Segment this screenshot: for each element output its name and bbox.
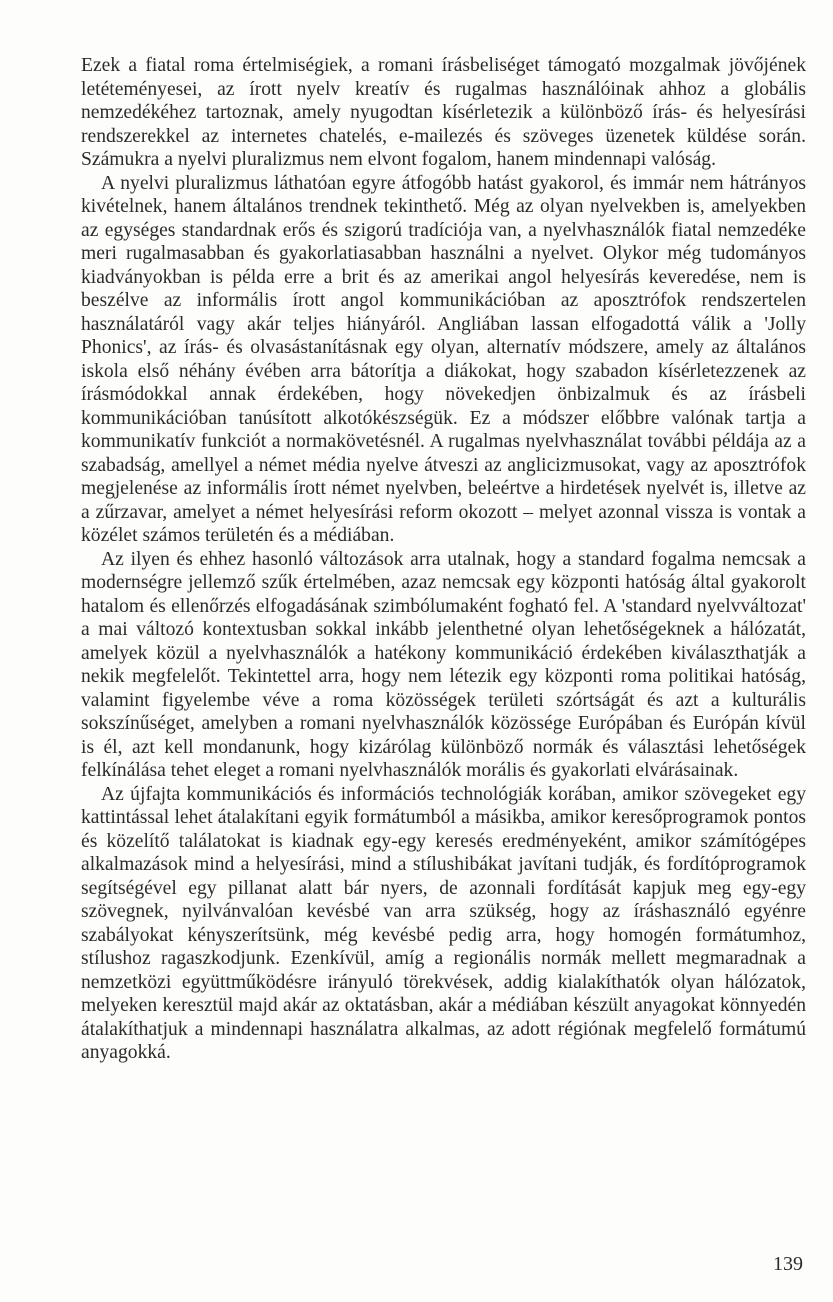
body-text	[81, 54, 806, 1065]
paragraph-4: Az újfajta kommunikációs és információs technológiák korában, amikor szövegeket egy kattintással lehet átalakítani egyik formátumból a másikba, amikor keresőprogramok pontos és közelítő találatokat is kiadnak egy-egy keresés eredményeként, amikor számítógépes alkalmazások mind a helyesírási, mind a stílushibákat javítani tudják, és fordítóprogramok segítségével egy pillanat alatt bár nyers, de azonnali fordítását kapjuk meg egy-egy szövegnek, nyilvánvalóan kevésbé van arra szükség, hogy az íráshasználó egyénre szabályokat kényszerítsünk, még kevésbé pedig arra, hogy homogén formátumhoz, stílushoz ragaszkodjunk. Ezenkívül, amíg a regionális normák mellett megmaradnak a nemzetközi együttműködésre irányuló törekvések, addig kialakíthatók olyan hálózatok, melyeken keresztül majd akár az oktatásban, akár a médiában készült anyagokat könnyedén átalakíthatjuk a mindennapi használatra alkalmas, az adott régiónak megfelelő formátumú anyagokká.	[81, 783, 806, 1063]
paragraph-2: A nyelvi pluralizmus láthatóan egyre átfogóbb hatást gyakorol, és immár nem hátrányos kivételnek, hanem általános trendnek tekinthető. Még az olyan nyelvekben is, amelyekben az egységes standardnak erős és szigorú tradíciója van, a nyelvhasználók fiatal nemzedéke meri rugalmasabban és gyakorlatiasabban használni a nyelvet. Olykor még tudományos kiadványokban is példa erre a brit és az amerikai angol helyesírás keveredése, nem is beszélve az informális írott angol kommunikációban az aposztrófok rendszertelen használatáról vagy akár teljes hiányáról. Angliában lassan elfogadottá válik a 'Jolly Phonics', az írás- és olvasástanításnak egy olyan, alternatív módszere, amely az általános iskola első néhány évében arra bátorítja a diákokat, hogy szabadon kísérletezzenek az írásmódokkal annak érdekében, hogy növekedjen önbizalmuk és az írásbeli kommunikációban tanúsított alkotókészségük. Ez a módszer előbbre valónak tartja a kommunikatív funkciót a normakövetésnél. A rugalmas nyelvhasználat további példája az a szabadság, amellyel a német média nyelve átveszi az anglicizmusokat, vagy az aposztrófok megjelenése az informális írott német nyelvben, beleértve a hirdetések nyelvét is, illetve az a zűrzavar, amelyet a német helyesírási reform okozott – melyet azonnal vissza is vontak a közélet számos területén és a médiában.	[81, 172, 806, 546]
page-number: 139	[773, 1253, 803, 1275]
paragraph-3: Az ilyen és ehhez hasonló változások arra utalnak, hogy a standard fogalma nemcsak a modernségre jellemző szűk értelmében, azaz nemcsak egy központi hatóság által gyakorolt hatalom és ellenőrzés elfogadásának szimbólumaként fogható fel. A 'standard nyelvváltozat' a mai változó kontextusban sokkal inkább jelenthetné olyan lehetőségeknek a hálózatát, amelyek közül a nyelvhasználók a hatékony kommunikáció érdekében kiválaszthatják a nekik megfelelőt. Tekintettel arra, hogy nem létezik egy központi roma politikai hatóság, valamint figyelembe véve a roma közösségek területi szórtságát és azt a kulturális sokszínűséget, amelyben a romani nyelvhasználók közössége Európában és Európán kívül is él, azt kell mondanunk, hogy kizárólag különböző normák és választási lehetőségek felkínálása tehet eleget a romani nyelvhasználók morális és gyakorlati elvárásainak.	[81, 548, 806, 781]
paragraph-1: Ezek a fiatal roma értelmiségiek, a romani írásbeliséget támogató mozgalmak jövőjének letéteményesei, az írott nyelv kreatív és rugalmas használóinak ahhoz a globális nemzedékéhez tartoznak, amely nyugodtan kísérletezik a különböző írás- és helyesírási rendszerekkel az internetes chatelés, e-mailezés és szöveges üzenetek küldése során. Számukra a nyelvi pluralizmus nem elvont fogalom, hanem mindennapi valóság.	[81, 55, 806, 170]
